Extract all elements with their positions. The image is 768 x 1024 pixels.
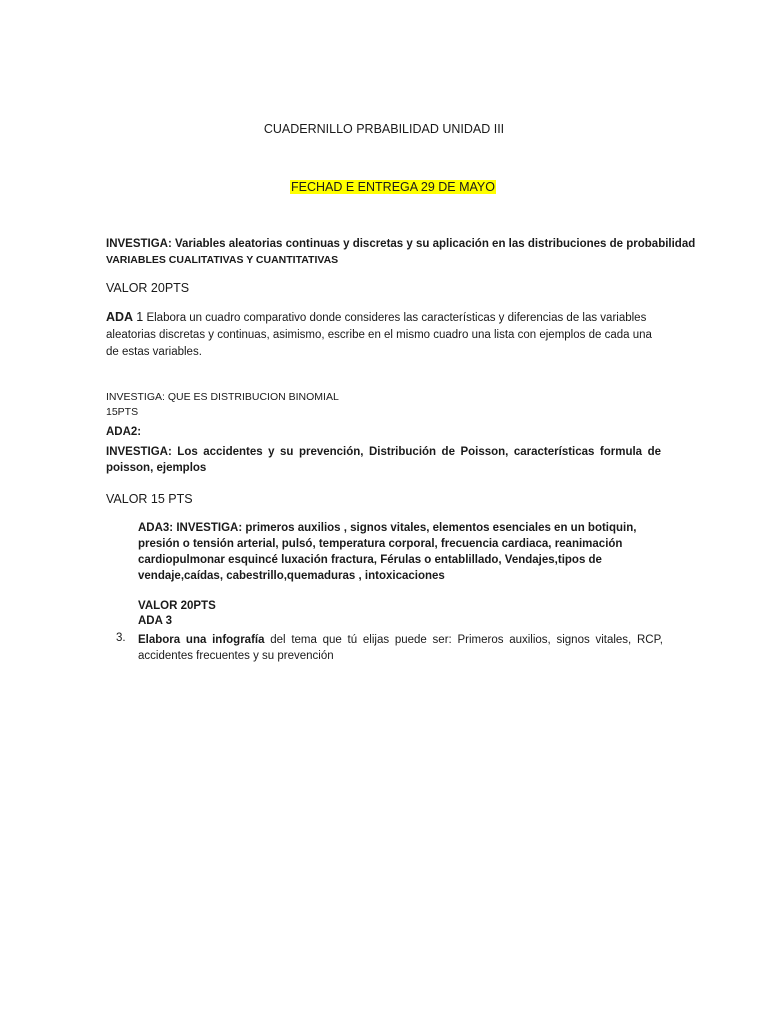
investiga-poisson-heading: INVESTIGA: Los accidentes y su prevención, Distribución de Poisson, características formula de poisson, ejemplos — [106, 446, 661, 474]
ada3-label: ADA 3 — [138, 615, 173, 627]
item3-bold-text: Elabora una infografía — [138, 634, 265, 646]
item3-text: del tema que tú elijas puede ser: Primeros auxilios, signos vitales, RCP, accidentes frecuentes y su prevención — [138, 634, 663, 662]
ada1-paragraph — [106, 309, 662, 361]
ada1-text: Elabora un cuadro comparativo donde consideres las características y diferencias de las variables aleatorias discretas y continuas, asimismo, escribe en el mismo cuadro una lista con ejemplos de cada una de estas variables. — [106, 312, 652, 358]
ada3-investiga-block: ADA3: INVESTIGA: primeros auxilios , signos vitales, elementos esenciales en un botiquin, presión o tensión arterial, pulsó, temperatura corporal, frecuencia cardiaca, reanimación cardiopulmonar esquincé luxación fractura, Férulas o entablillado, Vendajes,tipos de vendaje,caídas, cabestrillo,quemaduras , intoxicaciones — [138, 522, 637, 582]
valor-20pts-1: VALOR 20PTS — [106, 281, 190, 295]
ada2-label: ADA2: — [106, 426, 142, 438]
ada1-label: ADA — [106, 310, 134, 324]
document-title: CUADERNILLO PRBABILIDAD UNIDAD III — [263, 122, 505, 136]
ada3-infografia-item — [138, 632, 663, 664]
variables-subheading: VARIABLES CUALITATIVAS Y CUANTITATIVAS — [106, 254, 339, 266]
valor-20pts-2: VALOR 20PTS — [138, 600, 216, 612]
valor-15pts: VALOR 15 PTS — [106, 492, 193, 506]
ada1-number: 1 — [136, 310, 144, 324]
investiga-variables-heading: INVESTIGA: Variables aleatorias continuas y discretas y su aplicación en las distribuciones de probabilidad — [106, 238, 696, 250]
list-number: 3. — [116, 632, 126, 644]
deadline-highlight: FECHAD E ENTREGA 29 DE MAYO — [291, 180, 495, 194]
investiga-binomial: INVESTIGA: QUE ES DISTRIBUCION BINOMIAL — [106, 391, 339, 403]
binomial-points: 15PTS — [106, 406, 139, 418]
